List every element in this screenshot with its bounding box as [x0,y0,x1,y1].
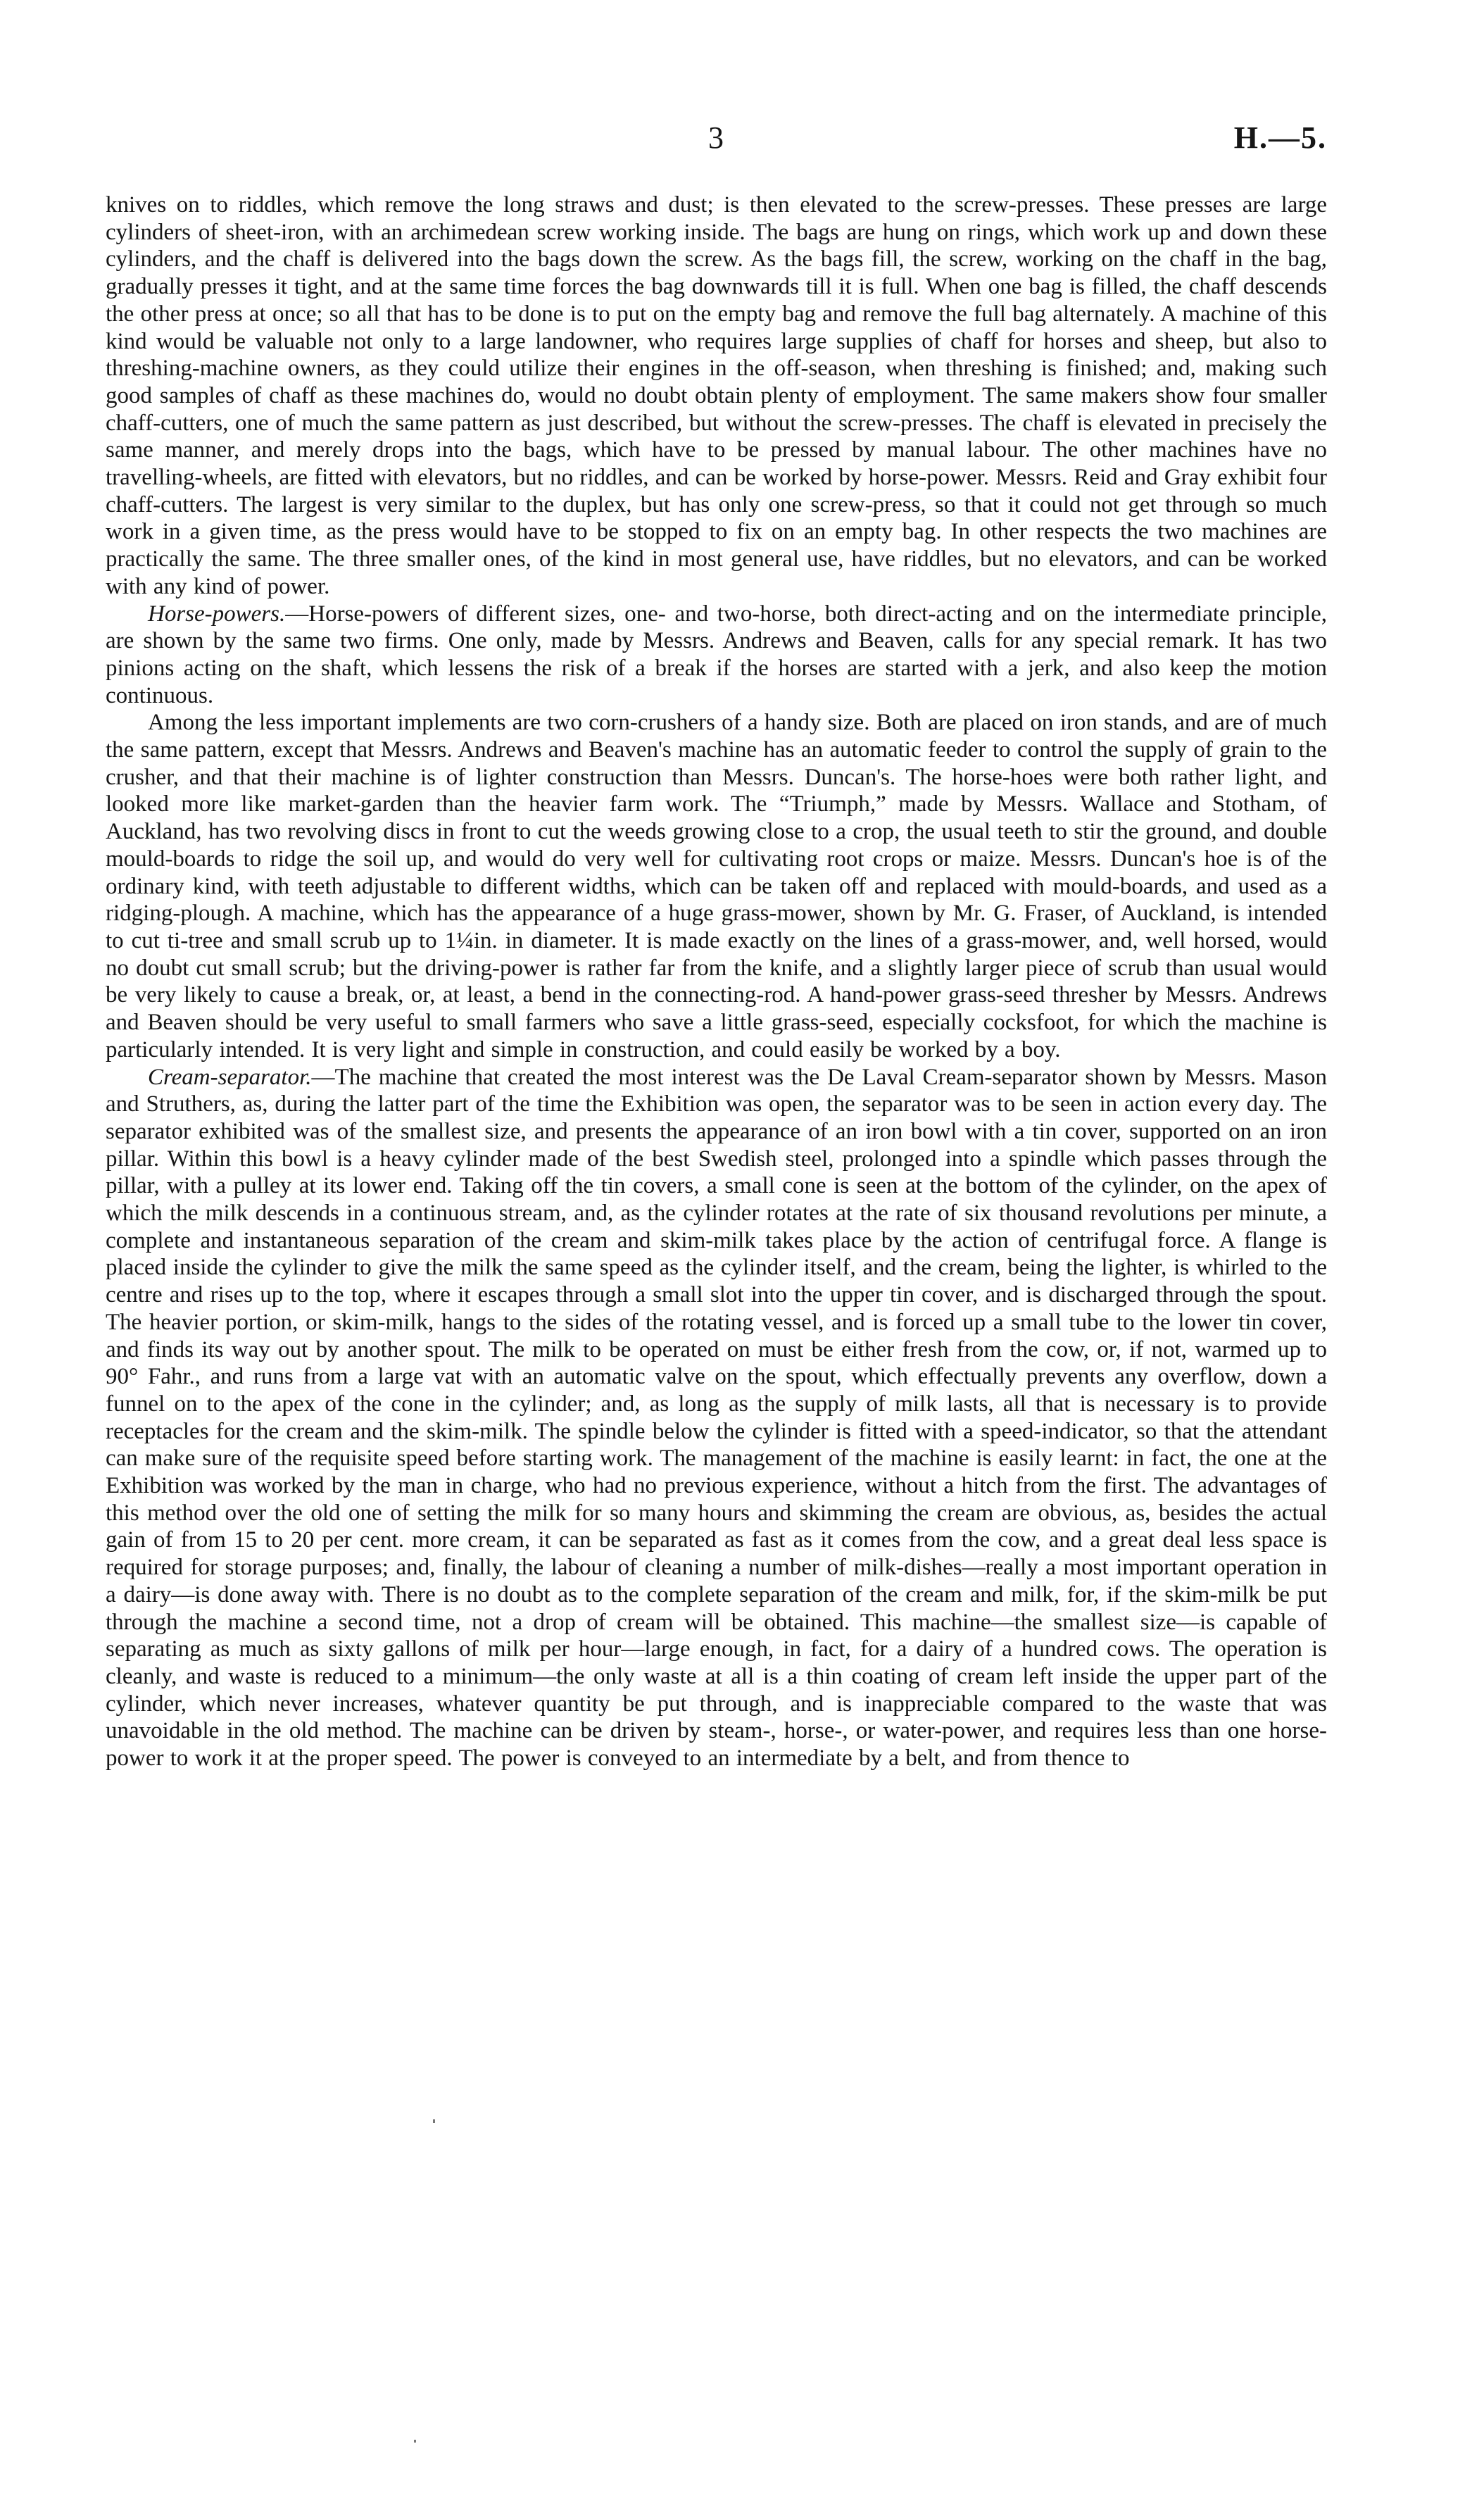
paragraph-chaff-cutters [106,192,1327,601]
side-heading-horse-powers: Horse-powers. [148,601,286,627]
page-header [106,120,1327,169]
page-number: 3 [708,120,724,155]
scan-speck [414,2440,416,2443]
scan-speck [433,2119,435,2123]
paragraph-text: —Horse-powers of different sizes, one- and two-horse, both direct-acting and on the intermediate principle, are shown by the same two firms. One only, made by Messrs. Andrews and Beaven, calls for any special remark. It has two pinions acting on the shaft, which lessens the risk of a break if the horses are started with a jerk, and also keep the motion continuous. [106,601,1327,708]
paragraph-implements [106,709,1327,1063]
paragraph-horse-powers [106,601,1327,710]
paragraph-cream-separator [106,1064,1327,1772]
document-reference: H.—5. [1233,120,1327,155]
side-heading-cream-separator: Cream-separator. [148,1064,312,1090]
paragraph-text: knives on to riddles, which remove the long straws and dust; is then elevated to the screw-presses. These presses are large cylinders of sheet-iron, with an archimedean screw working inside. The bags are hung on rings, which work up and down these cylinders, and the chaff is delivered into the bags down the screw. As the bags fill, the screw, working on the chaff in the bag, gradually presses it tight, and at the same time forces the bag downwards till it is full. When one bag is filled, the chaff descends the other press at once; so all that has to be done is to put on the empty bag and remove the full bag alternately. A machine of this kind would be valuable not only to a large landowner, who requires large supplies of chaff for horses and sheep, but also to threshing-machine owners, as they could utilize their engines in the off-season, when threshing is finished; and, making such good samples of chaff as these machines do, would no doubt obtain plenty of employment. The same makers show four smaller chaff-cutters, one of much the same pattern as just described, but without the screw-presses. The chaff is elevated in precisely the same manner, and merely drops into the bags, which have to be pressed by manual labour. The other machines have no travelling-wheels, are fitted with elevators, but no riddles, and can be worked by horse-power. Messrs. Reid and Gray exhibit four chaff-cutters. The largest is very similar to the duplex, but has only one screw-press, so that it could not get through so much work in a given time, as the press would have to be stopped to fix on an empty bag. In other respects the two machines are practically the same. The three smaller ones, of the kind in most general use, have riddles, but no elevators, and can be worked with any kind of power. [106,192,1327,599]
paragraph-text: —The machine that created the most interest was the De Laval Cream-separator shown by Messrs. Mason and Struthers, as, during the latter part of the time the Exhibition was open, the separator was to be seen in action every day. The separator exhibited was of the smallest size, and presents the appearance of an iron bowl with a tin cover, supported on an iron pillar. Within this bowl is a heavy cylinder made of the best Swedish steel, prolonged into a spindle which passes through the pillar, with a pulley at its lower end. Taking off the tin covers, a small cone is seen at the bottom of the cylinder, on the apex of which the milk descends in a continuous stream, and, as the cylinder rotates at the rate of six thousand revolutions per minute, a complete and instantaneous separation of the cream and skim-milk takes place by the action of centrifugal force. A flange is placed inside the cylinder to give the milk the same speed as the cylinder itself, and the cream, being the lighter, is whirled to the centre and rises up to the top, where it escapes through a small slot into the upper tin cover, and is discharged through the spout. The heavier portion, or skim-milk, hangs to the sides of the rotating vessel, and is forced up a small tube to the lower tin cover, and finds its way out by another spout. The milk to be operated on must be either fresh from the cow, or, if not, warmed up to 90° Fahr., and runs from a large vat with an automatic valve on the spout, which effectually prevents any overflow, down a funnel on to the apex of the cone in the cylinder; and, as long as the supply of milk lasts, all that is necessary is to provide receptacles for the cream and the skim-milk. The spindle below the cylinder is fitted with a speed-indicator, so that the attendant can make sure of the requisite speed before starting work. The management of the machine is easily learnt: in fact, the one at the Exhibition was worked by the man in charge, who had no previous experience, without a hitch from the first. The advantages of this method over the old one of setting the milk for so many hours and skimming the cream are obvious, as, besides the actual gain of from 15 to 20 per cent. more cream, it can be separated as fast as it comes from the cow, and a great deal less space is required for storage purposes; and, finally, the labour of cleaning a number of milk-dishes—really a most important operation in a dairy—is done away with. There is no doubt as to the complete separation of the cream and milk, for, if the skim-milk be put through the machine a second time, not a drop of cream will be obtained. This machine—the smallest size—is capable of separating as much as sixty gallons of milk per hour—large enough, in fact, for a dairy of a hundred cows. The operation is cleanly, and waste is reduced to a minimum—the only waste at all is a thin coating of cream left inside the upper part of the cylinder, which never increases, whatever quantity be put through, and is inappreciable compared to the waste that was unavoidable in the old method. The machine can be driven by steam-, horse-, or water-power, and requires less than one horse-power to work it at the proper speed. The power is conveyed to an intermediate by a belt, and from thence to [106,1064,1327,1772]
body-text [106,192,1327,1772]
paragraph-text: Among the less important implements are two corn-crushers of a handy size. Both are placed on iron stands, and are of much the same pattern, except that Messrs. Andrews and Beaven's machine has an automatic feeder to control the supply of grain to the crusher, and that their machine is of lighter construction than Messrs. Duncan's. The horse-hoes were both rather light, and looked more like market-garden than the heavier farm work. The “Triumph,” made by Messrs. Wallace and Stotham, of Auckland, has two revolving discs in front to cut the weeds growing close to a crop, the usual teeth to stir the ground, and double mould-boards to ridge the soil up, and would do very well for cultivating root crops or maize. Messrs. Duncan's hoe is of the ordinary kind, with teeth adjustable to different widths, which can be taken off and replaced with mould-boards, and used as a ridging-plough. A machine, which has the appearance of a huge grass-mower, shown by Mr. G. Fraser, of Auckland, is intended to cut ti-tree and small scrub up to 1¼in. in diameter. It is made exactly on the lines of a grass-mower, and, well horsed, would no doubt cut small scrub; but the driving-power is rather far from the knife, and a slightly larger piece of scrub than usual would be very likely to cause a break, or, at least, a bend in the connecting-rod. A hand-power grass-seed thresher by Messrs. Andrews and Beaven should be very useful to small farmers who save a little grass-seed, especially cocksfoot, for which the machine is particularly intended. It is very light and simple in construction, and could easily be worked by a boy. [106,710,1327,1062]
